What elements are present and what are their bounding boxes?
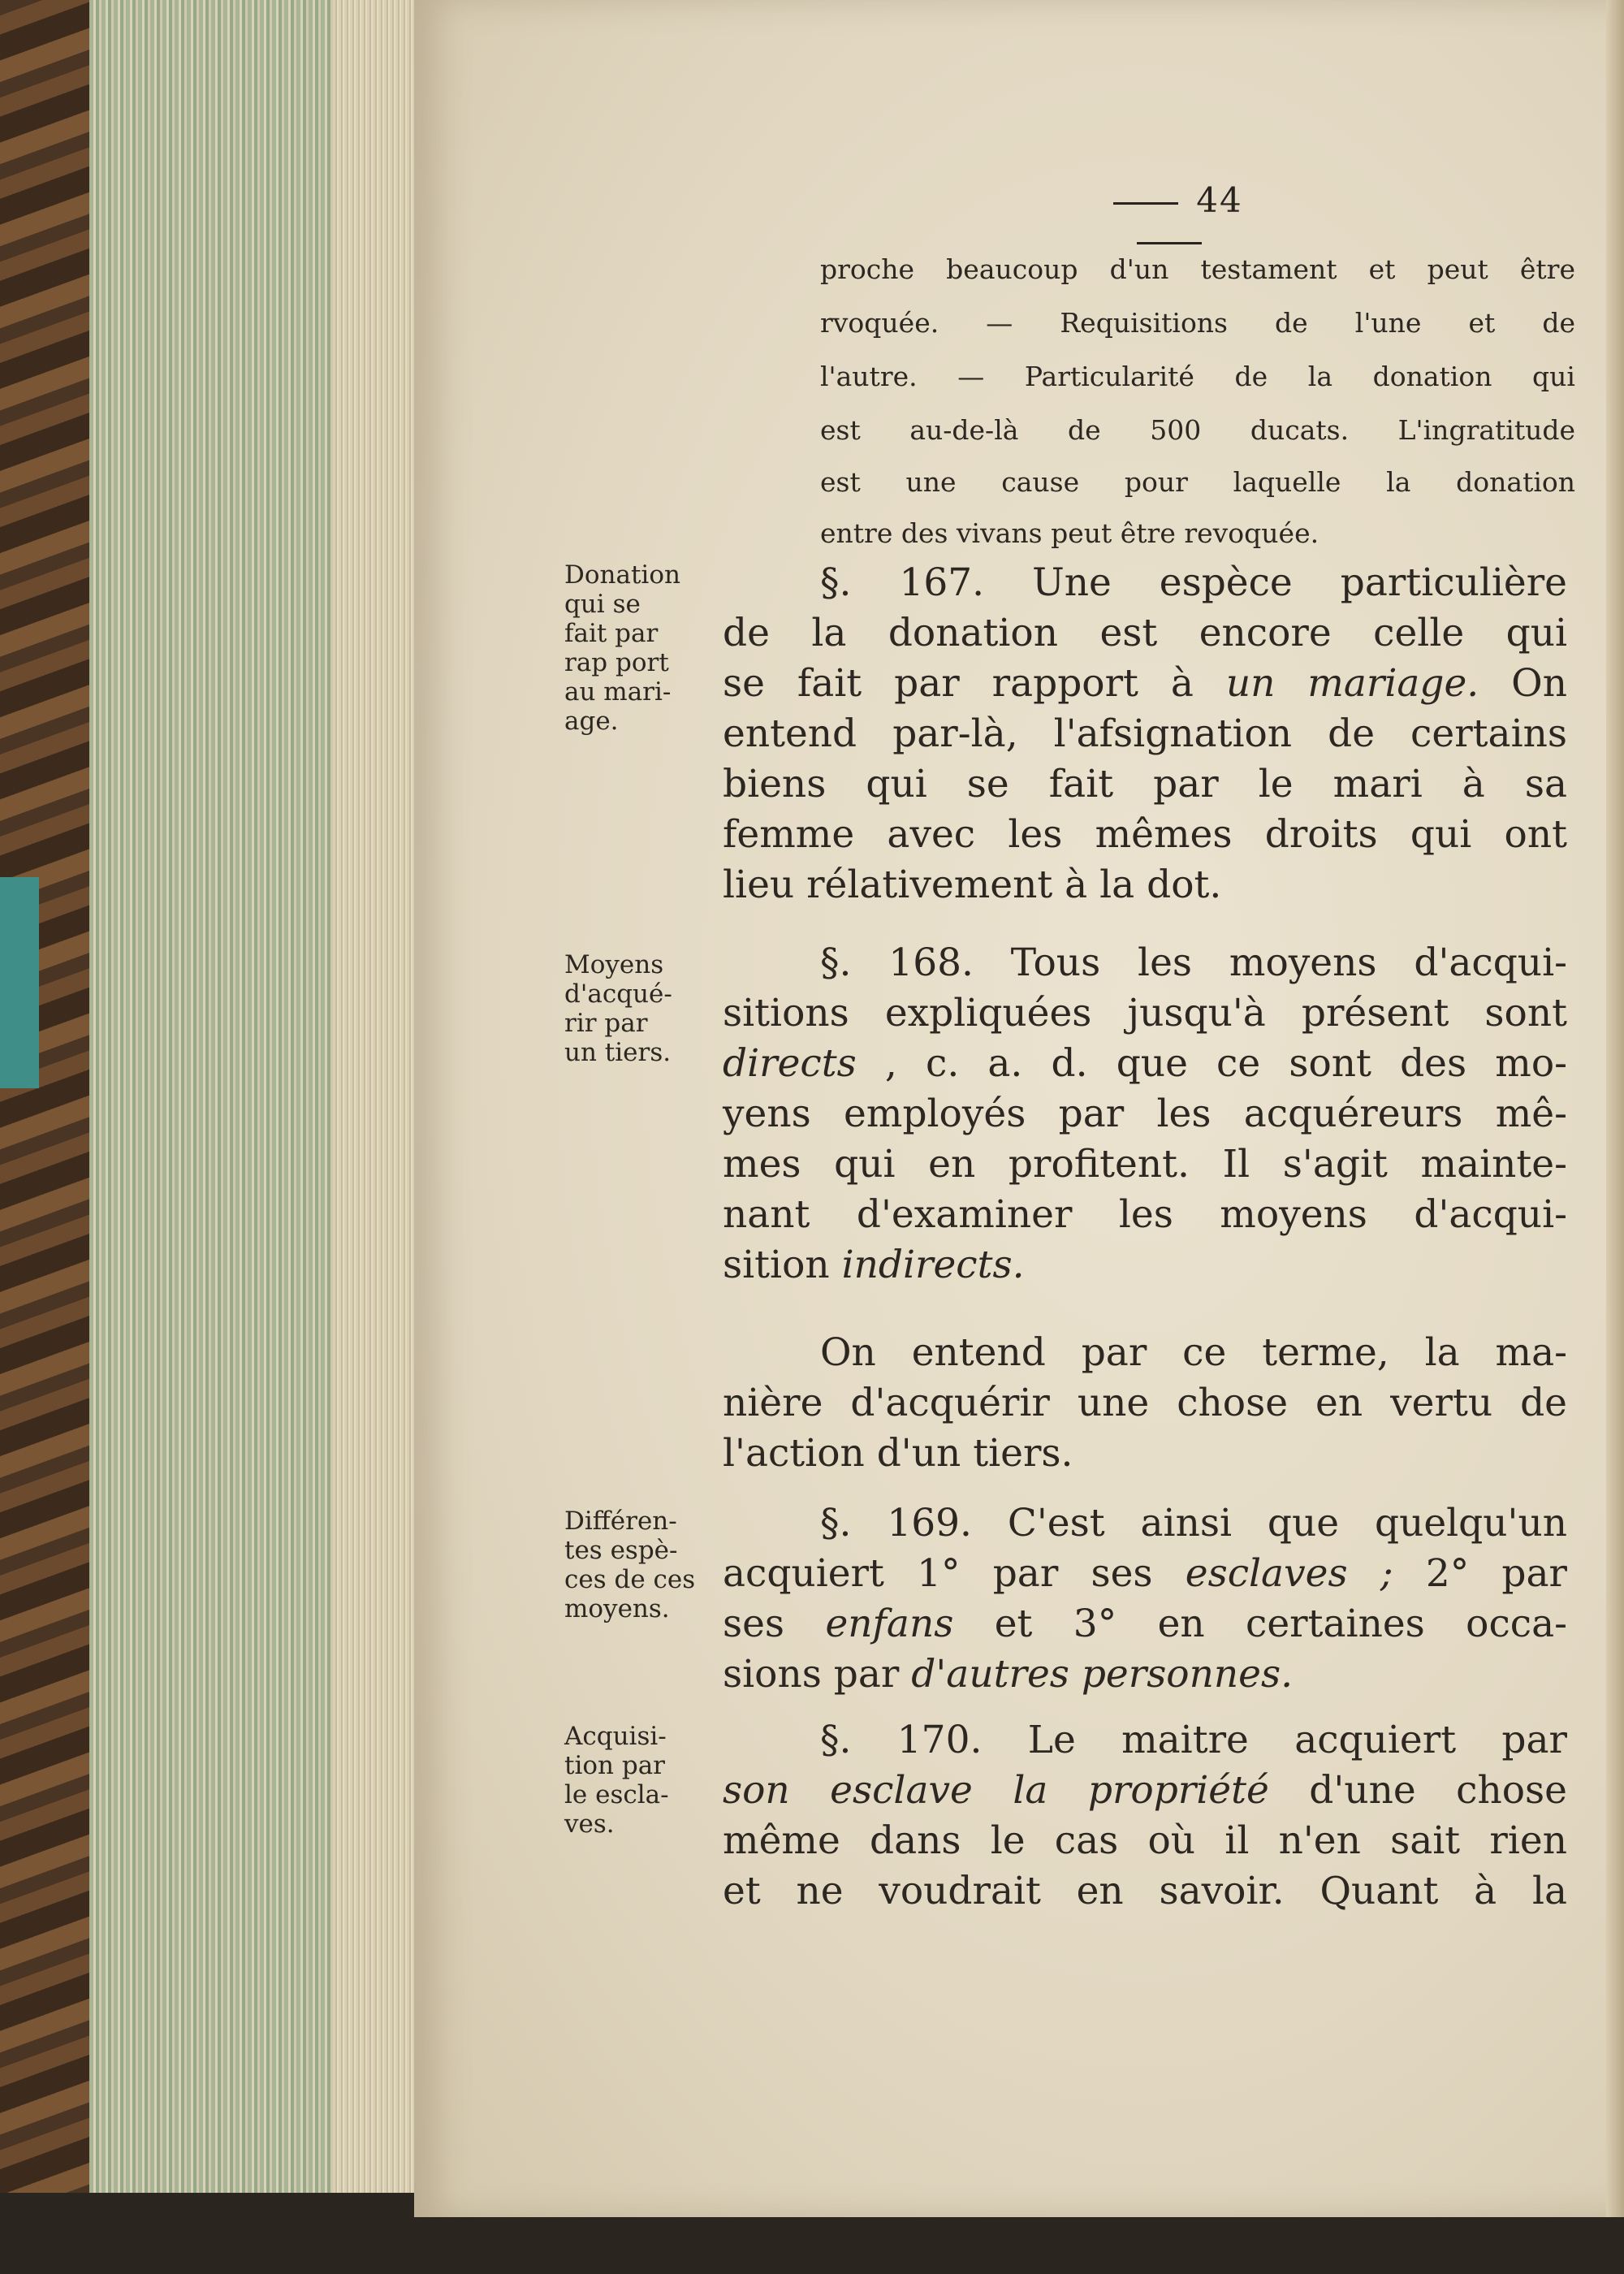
text-line: entend par-là, l'afsignation de certains xyxy=(723,711,1567,756)
text-line: mes qui en profitent. Il s'agit mainte- xyxy=(723,1142,1567,1187)
text-line: sition indirects. xyxy=(723,1243,1025,1287)
text-line: §. 167. Une espèce particulière xyxy=(820,560,1567,605)
text-line: biens qui se fait par le mari à sa xyxy=(723,762,1567,806)
text-line: de la donation est encore celle qui xyxy=(723,611,1567,655)
text-line: nant d'examiner les moyens d'acqui- xyxy=(723,1192,1567,1237)
carryover-line: proche beaucoup d'un testament et peut être xyxy=(820,253,1575,285)
text-line: acquiert 1° par ses esclaves ; 2° par xyxy=(723,1551,1567,1596)
text-line: se fait par rapport à un mariage. On xyxy=(723,661,1567,706)
text-line: §. 170. Le maitre acquiert par xyxy=(820,1718,1567,1762)
text-line: sions par d'autres personnes. xyxy=(723,1652,1294,1697)
margin-note-168: Moyens d'acqué- rir par un tiers. xyxy=(564,950,672,1067)
carryover-line: l'autre. — Particularité de la donation qui xyxy=(820,361,1575,392)
text-line: et ne voudrait en savoir. Quant à la xyxy=(723,1869,1567,1913)
margin-note-167: Donation qui se fait par rap port au mari- age. xyxy=(564,560,680,736)
text-line: yens employés par les acquéreurs mê- xyxy=(723,1092,1567,1136)
text-line: sitions expliquées jusqu'à présent sont xyxy=(723,991,1567,1035)
carryover-line: est au-de-là de 500 ducats. L'ingratitude xyxy=(820,414,1575,446)
page-right-edge xyxy=(1606,0,1624,2217)
carryover-line: rvoquée. — Requisitions de l'une et de xyxy=(820,307,1575,339)
book-cover xyxy=(0,0,89,2274)
text-line: son esclave la propriété d'une chose xyxy=(723,1768,1567,1813)
text-line: On entend par ce terme, la ma- xyxy=(820,1330,1567,1375)
page-edges-inner xyxy=(333,0,414,2217)
page-number: 44 xyxy=(1047,180,1291,260)
book-spine-label xyxy=(0,877,39,1088)
text-line: même dans le cas où il n'en sait rien xyxy=(723,1818,1567,1863)
text-line: l'action d'un tiers. xyxy=(723,1431,1073,1476)
text-line: §. 168. Tous les moyens d'acqui- xyxy=(820,940,1567,985)
text-line: lieu rélativement à la dot. xyxy=(723,862,1222,907)
text-line: §. 169. C'est ainsi que quelqu'un xyxy=(820,1501,1567,1546)
carryover-line: est une cause pour laquelle la donation xyxy=(820,466,1575,498)
carryover-line: entre des vivans peut être revoquée. xyxy=(820,517,1320,549)
text-line: femme avec les mêmes droits qui ont xyxy=(723,812,1567,857)
text-line: ses enfans et 3° en certaines occa- xyxy=(723,1602,1567,1646)
margin-note-169: Différen- tes espè- ces de ces moyens. xyxy=(564,1507,696,1623)
text-line: nière d'acquérir une chose en vertu de xyxy=(723,1381,1567,1425)
text-line: directs , c. a. d. que ce sont des mo- xyxy=(723,1041,1567,1086)
margin-note-170: Acquisi- tion par le escla- ves. xyxy=(564,1722,669,1839)
